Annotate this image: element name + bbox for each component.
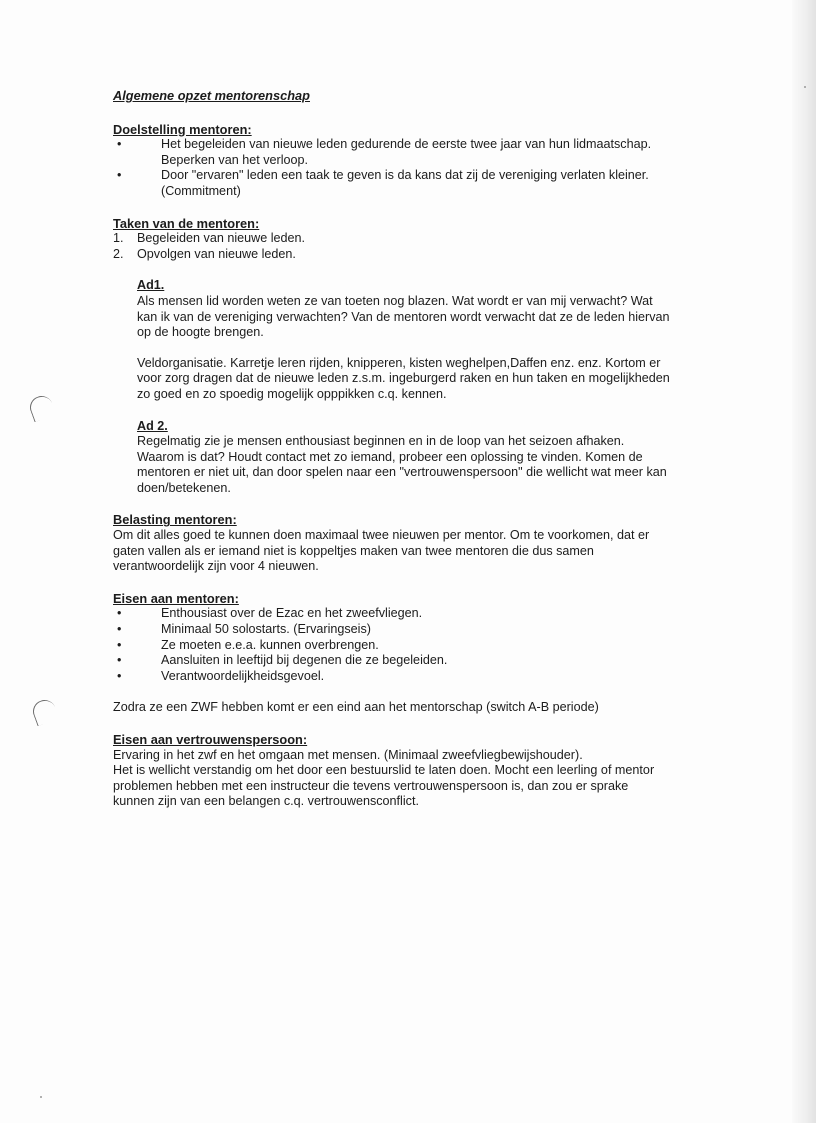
- list-item: • Verantwoordelijkheidsgevoel.: [113, 669, 673, 685]
- list-number: 2.: [113, 246, 124, 261]
- list-item: • Het begeleiden van nieuwe leden gedurende de eerste twee jaar van hun lidmaatschap. Beperken van het verloop.: [113, 137, 673, 168]
- list-item: • Aansluiten in leeftijd bij degenen die ze begeleiden.: [113, 653, 673, 669]
- bullet-list: [113, 606, 673, 684]
- punch-hole-mark: [27, 393, 56, 422]
- section-heading: Belasting mentoren:: [113, 512, 237, 528]
- bullet-list: [113, 137, 673, 199]
- ad1-block: [137, 278, 673, 402]
- section-belasting: [113, 512, 673, 574]
- list-item: [113, 247, 673, 263]
- list-number: 1.: [113, 231, 124, 246]
- vertrouwen-line: Ervaring in het zwf en het omgaan met mensen. (Minimaal zweefvliegbewijshouder).: [113, 747, 583, 762]
- list-text: Begeleiden van nieuwe leden.: [137, 231, 306, 246]
- list-item: • Ze moeten e.e.a. kunnen overbrengen.: [113, 638, 673, 654]
- scan-speck: [804, 86, 806, 88]
- eisen-closing-text: Zodra ze een ZWF hebben komt er een eind aan het mentorschap (switch A-B periode): [113, 700, 599, 715]
- numbered-list: [113, 231, 673, 262]
- list-item: [113, 231, 673, 247]
- vertrouwen-paragraph: Het is wellicht verstandig om het door een bestuurslid te laten doen. Mocht een leerling of mentor problemen hebben met een instructeur die tevens vertrouwenspersoon is, dan zou er sprake kunnen zijn van een belangen c.q. vertrouwensconflict.: [113, 763, 655, 809]
- list-item: • Enthousiast over de Ezac en het zweefvliegen.: [113, 606, 673, 622]
- section-vertrouwenspersoon: [113, 732, 673, 810]
- ad1-heading: Ad1.: [137, 278, 165, 293]
- list-item: • Door "ervaren" leden een taak te geven is da kans dat zij de vereniging verlaten kleiner. (Commitment): [113, 168, 673, 199]
- punch-hole-mark: [30, 697, 59, 726]
- ad2-block: [137, 419, 673, 497]
- section-heading: Eisen aan mentoren:: [113, 590, 239, 606]
- ad1-paragraph-1: Als mensen lid worden weten ze van toeten nog blazen. Wat wordt er van mij verwacht? Wat kan ik van de vereniging verwachten? Van de mentoren wordt verwacht dat ze de leden hiervan op de hoogte brengen.: [137, 293, 670, 340]
- section-doelstelling: [113, 122, 673, 200]
- document-title: Algemene opzet mentorenschap: [113, 88, 310, 103]
- section-taken: [113, 216, 673, 497]
- document-body: [113, 88, 673, 810]
- list-text: Opvolgen van nieuwe leden.: [137, 246, 296, 261]
- belasting-paragraph: Om dit alles goed te kunnen doen maximaal twee nieuwen per mentor. Om te voorkomen, dat er gaten vallen als er iemand niet is koppeltjes maken van twee mentoren die dus samen verantwoordelijk zijn voor 4 nieuwen.: [113, 528, 650, 574]
- section-heading: Taken van de mentoren:: [113, 215, 260, 231]
- list-item: • Minimaal 50 solostarts. (Ervaringseis): [113, 622, 673, 638]
- ad2-paragraph: Regelmatig zie je mensen enthousiast beginnen en in de loop van het seizoen afhaken. Waarom is dat? Houdt contact met zo iemand, probeer een oplossing te vinden. Komen de mentoren er niet uit, dan door spelen naar een "vertrouwenspersoon" die wellicht wat meer kan doen/betekenen.: [137, 434, 667, 495]
- ad1-paragraph-2: Veldorganisatie. Karretje leren rijden, knipperen, kisten weghelpen,Daffen enz. enz. Kortom er voor zorg dragen dat de nieuwe leden z.s.m. ingeburgerd raken en hun taken en mogelijkheden zo goed en zo spoedig mogelijk opppikken c.q. kennen.: [137, 355, 670, 401]
- scan-speck: [40, 1096, 42, 1098]
- ad2-heading: Ad 2.: [137, 418, 168, 433]
- section-eisen-mentoren: [113, 591, 673, 716]
- scan-edge-shadow: [792, 0, 816, 1123]
- section-heading: Eisen aan vertrouwenspersoon:: [113, 732, 308, 747]
- section-heading: Doelstelling mentoren:: [113, 121, 252, 137]
